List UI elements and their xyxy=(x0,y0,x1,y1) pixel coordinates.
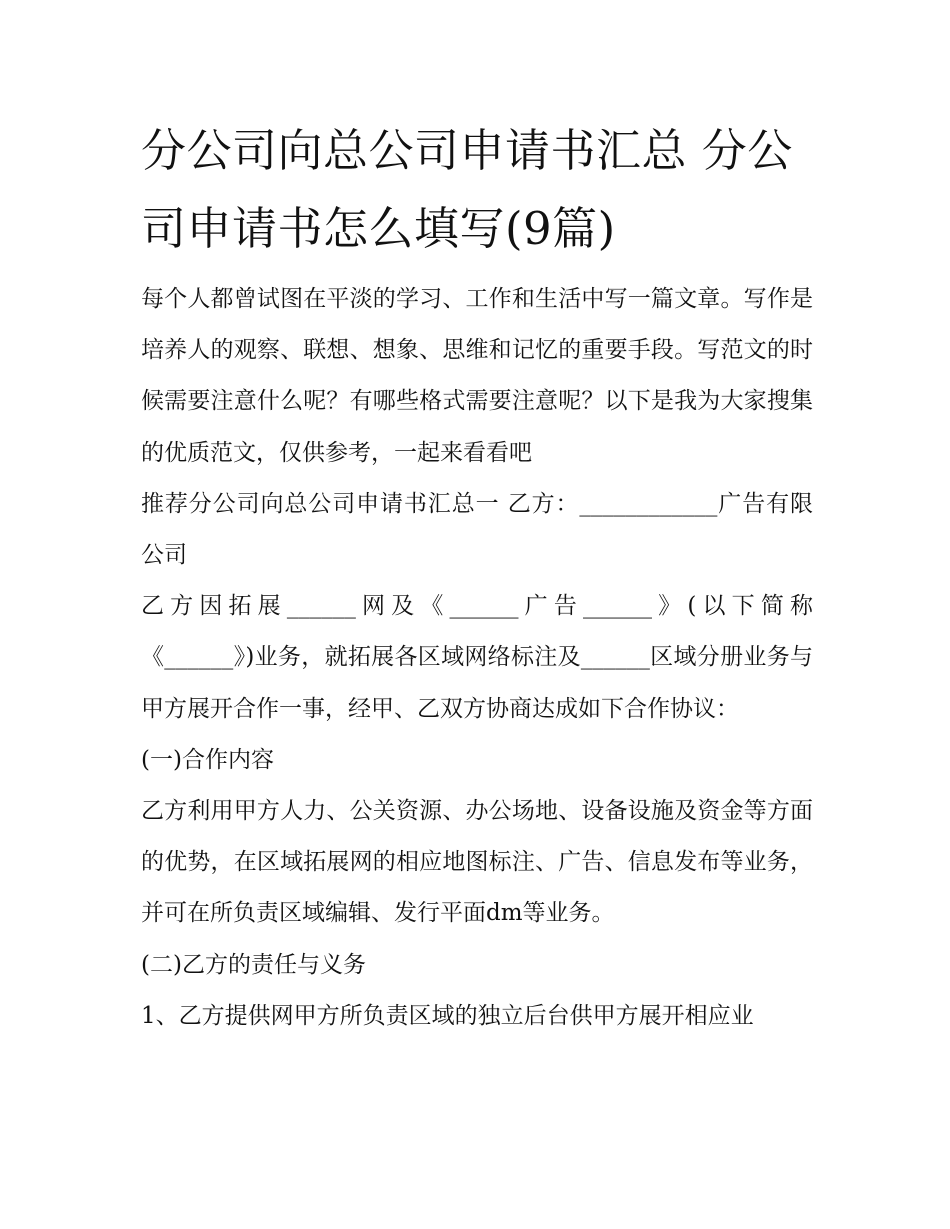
section-heading-responsibilities: (二)乙方的责任与义务 xyxy=(141,951,366,978)
recommendation-heading: 推荐分公司向总公司申请书汇总一 乙方：____________广告有限公司 xyxy=(141,490,813,569)
document-title: 分公司向总公司申请书汇总 分公司申请书怎么填写(9篇) xyxy=(141,124,793,255)
agreement-paragraph: 乙方因拓展______网及《______广告______》(以下简称《______》)业务，就拓展各区域网络标注及______区域分册业务与甲方展开合作一事，经甲、乙双方协商达成如下合作协议： xyxy=(141,593,813,722)
section-heading-cooperation: (一)合作内容 xyxy=(141,746,274,773)
cooperation-paragraph: 乙方利用甲方人力、公关资源、办公场地、设备设施及资金等方面的优势，在区域拓展网的相应地图标注、广告、信息发布等业务，并可在所负责区域编辑、发行平面dm等业务。 xyxy=(141,798,813,927)
intro-paragraph: 每个人都曾试图在平淡的学习、工作和生活中写一篇文章。写作是培养人的观察、联想、想象、思维和记忆的重要手段。写范文的时候需要注意什么呢？有哪些格式需要注意呢？以下是我为大家搜集的优质范文，仅供参考，一起来看看吧 xyxy=(141,286,813,466)
responsibility-item-1: 1、乙方提供网甲方所负责区域的独立后台供甲方展开相应业 xyxy=(141,1002,754,1029)
document-body xyxy=(141,274,813,1042)
